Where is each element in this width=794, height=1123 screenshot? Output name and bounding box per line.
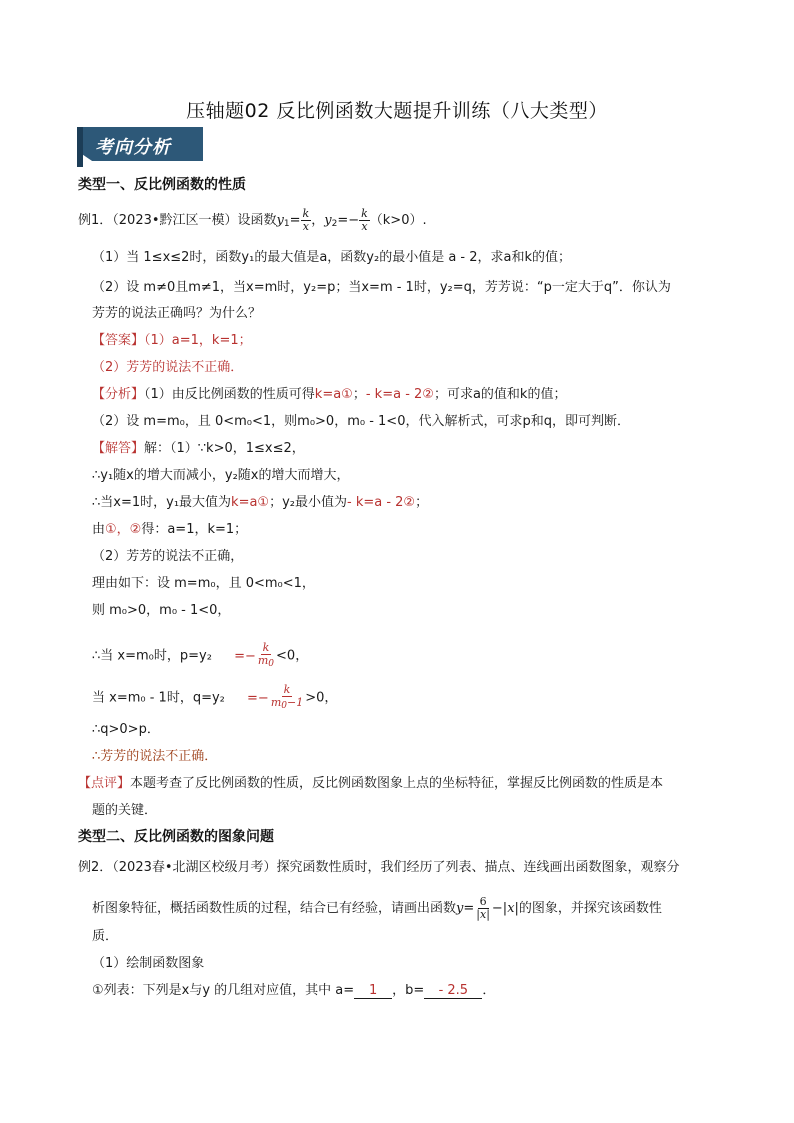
ex1-question-2b: 芳芳的说法正确吗？为什么？ xyxy=(92,306,262,321)
section-heading-1: 类型一、反比例函数的性质 xyxy=(78,177,246,193)
section-heading-2: 类型二、反比例函数的图象问题 xyxy=(78,829,274,845)
fraction-neg-k-over-m0: =− $\frac{k}{m_0}$ xyxy=(234,641,275,669)
analysis-1c: ； xyxy=(352,387,366,402)
ex1-solution-11: ∴芳芳的说法不正确． xyxy=(92,749,218,764)
comment-1: 本题考查了反比例函数的性质，反比例函数图象上点的坐标特征，掌握反比例函数的性质是本 xyxy=(130,776,664,791)
ex1-solution-line-8 xyxy=(92,642,308,670)
ex2-line-5 xyxy=(92,979,495,999)
solution-3e: ； xyxy=(415,495,429,510)
ex1-solution-6: 理由如下：设 m=m₀，且 0<m₀<1， xyxy=(92,576,315,591)
ex1-answer-2: （2）芳芳的说法不正确． xyxy=(92,360,244,375)
solution-8b: <0， xyxy=(276,648,309,664)
ex2-line-5c: ． xyxy=(482,983,496,998)
ex2-line-4: （1）绘制函数图象 xyxy=(92,956,205,971)
answer-1: （1）a=1，k=1； xyxy=(144,333,252,348)
analysis-1b: k=a① xyxy=(314,387,353,402)
ex1-question-2a: （2）设 m≠0且m≠1，当x=m时，y₂=p；当x=m - 1时，y₂=q，芳芳说：“p一定大于q”．你认为 xyxy=(92,280,671,295)
ex1-comment-line-1 xyxy=(78,772,663,791)
ex1-intro: 例1．（2023•黔江区一模）设函数 xyxy=(78,213,277,228)
solution-4d: a=1，k=1； xyxy=(167,522,248,537)
ex1-analysis-2: （2）设 m=m₀，且 0<m₀<1，则m₀>0，m₀ - 1<0，代入解析式，可求p和q，即可判断． xyxy=(92,414,630,429)
solution-4a: 由 xyxy=(92,522,106,537)
ex1-comment-2: 题的关键． xyxy=(92,803,158,818)
ex1-solution-5: （2）芳芳的说法不正确， xyxy=(92,549,244,564)
ex2-line-3: 质． xyxy=(92,929,119,944)
solution-8a: ∴当 x=m₀时，p=y₂ xyxy=(92,648,212,664)
ex2-line-2b: 的图象，并探究该函数性 xyxy=(518,901,662,916)
comment-tag: 【点评】 xyxy=(78,776,131,791)
ex1-answer-line-1 xyxy=(92,329,252,348)
solution-4c: 得： xyxy=(141,522,168,537)
ex1-intro-line: 例1．（2023•黔江区一模）设函数$y_1=$ $\frac{k}{x}$ ，$y_2=-$ $\frac{k}{x}$ （k>0）. xyxy=(78,207,427,233)
solution-3c: ；y₂最小值为 xyxy=(269,495,347,510)
section-banner xyxy=(77,127,203,167)
solution-1: 解：（1）∵k>0，1≤x≤2， xyxy=(144,441,305,456)
ex2-line-2: 析图象特征，概括函数性质的过程，结合已有经验，请画出函数y= $\frac{6}{|x|}$ −|x|的图象，并探究该函数性 xyxy=(92,895,662,921)
page-title: 压轴题02 反比例函数大题提升训练（八大类型） xyxy=(186,100,608,122)
ex1-analysis-line-1 xyxy=(92,383,566,402)
ex2-line-5a: ①列表：下列是x与y 的几组对应值，其中 a= xyxy=(92,983,355,998)
ex1-solution-7: 则 m₀>0，m₀ - 1<0， xyxy=(92,603,231,618)
solution-4b: ①，② xyxy=(105,522,142,537)
solution-tag: 【解答】 xyxy=(92,441,145,456)
solution-9b: >0， xyxy=(305,690,338,706)
fraction-k-over-x: $\frac{k}{x}$ xyxy=(302,207,310,233)
banner-accent-bar xyxy=(77,127,83,167)
solution-3b: k=a① xyxy=(231,495,270,510)
fraction-6-over-abs-x: $\frac{6}{|x|}$ xyxy=(476,895,490,921)
fraction-k-over-x-2: $\frac{k}{x}$ xyxy=(361,207,368,233)
ex1-solution-line-3 xyxy=(92,491,428,510)
fraction-neg-k-over-m0-minus-1: =− $\frac{k}{m_0-1}$ xyxy=(247,683,304,711)
analysis-1d: - k=a - 2② xyxy=(365,387,434,402)
ex2-line-5b: ，b= xyxy=(392,983,425,998)
analysis-1e: ；可求a的值和k的值； xyxy=(433,387,567,402)
banner-label: 考向分析 xyxy=(95,137,171,158)
ex1-solution-line-4 xyxy=(92,518,247,537)
ex2-line-1: 例2．（2023春•北湖区校级月考）探究函数性质时，我们经历了列表、描点、连线画出函数图象，观察分 xyxy=(78,860,680,875)
ex1-solution-line-1 xyxy=(92,437,305,456)
solution-3d: - k=a - 2② xyxy=(347,495,416,510)
solution-9a: 当 x=m₀ - 1时，q=y₂ xyxy=(92,690,225,706)
ex1-solution-2: ∴y₁随x的增大而减小，y₂随x的增大而增大， xyxy=(92,468,350,483)
solution-3a: ∴当x=1时，y₁最大值为 xyxy=(92,495,232,510)
ex1-solution-line-9 xyxy=(92,684,337,712)
ex1-solution-10: ∴q>0>p． xyxy=(92,722,160,737)
ex2-line-2a: 析图象特征，概括函数性质的过程，结合已有经验，请画出函数 xyxy=(92,901,457,916)
answer-tag: 【答案】 xyxy=(92,333,145,348)
ex1-question-1: （1）当 1≤x≤2时，函数y₁的最大值是a，函数y₂的最小值是 a - 2，求a和k的值； xyxy=(92,250,572,265)
analysis-tag: 【分析】 xyxy=(92,387,145,402)
ex1-intro-tail: （k>0）. xyxy=(369,213,427,228)
answer-blank-b: - 2.5 xyxy=(424,983,482,999)
analysis-1a: （1）由反比例函数的性质可得 xyxy=(144,387,315,402)
answer-blank-a: 1 xyxy=(354,983,392,999)
